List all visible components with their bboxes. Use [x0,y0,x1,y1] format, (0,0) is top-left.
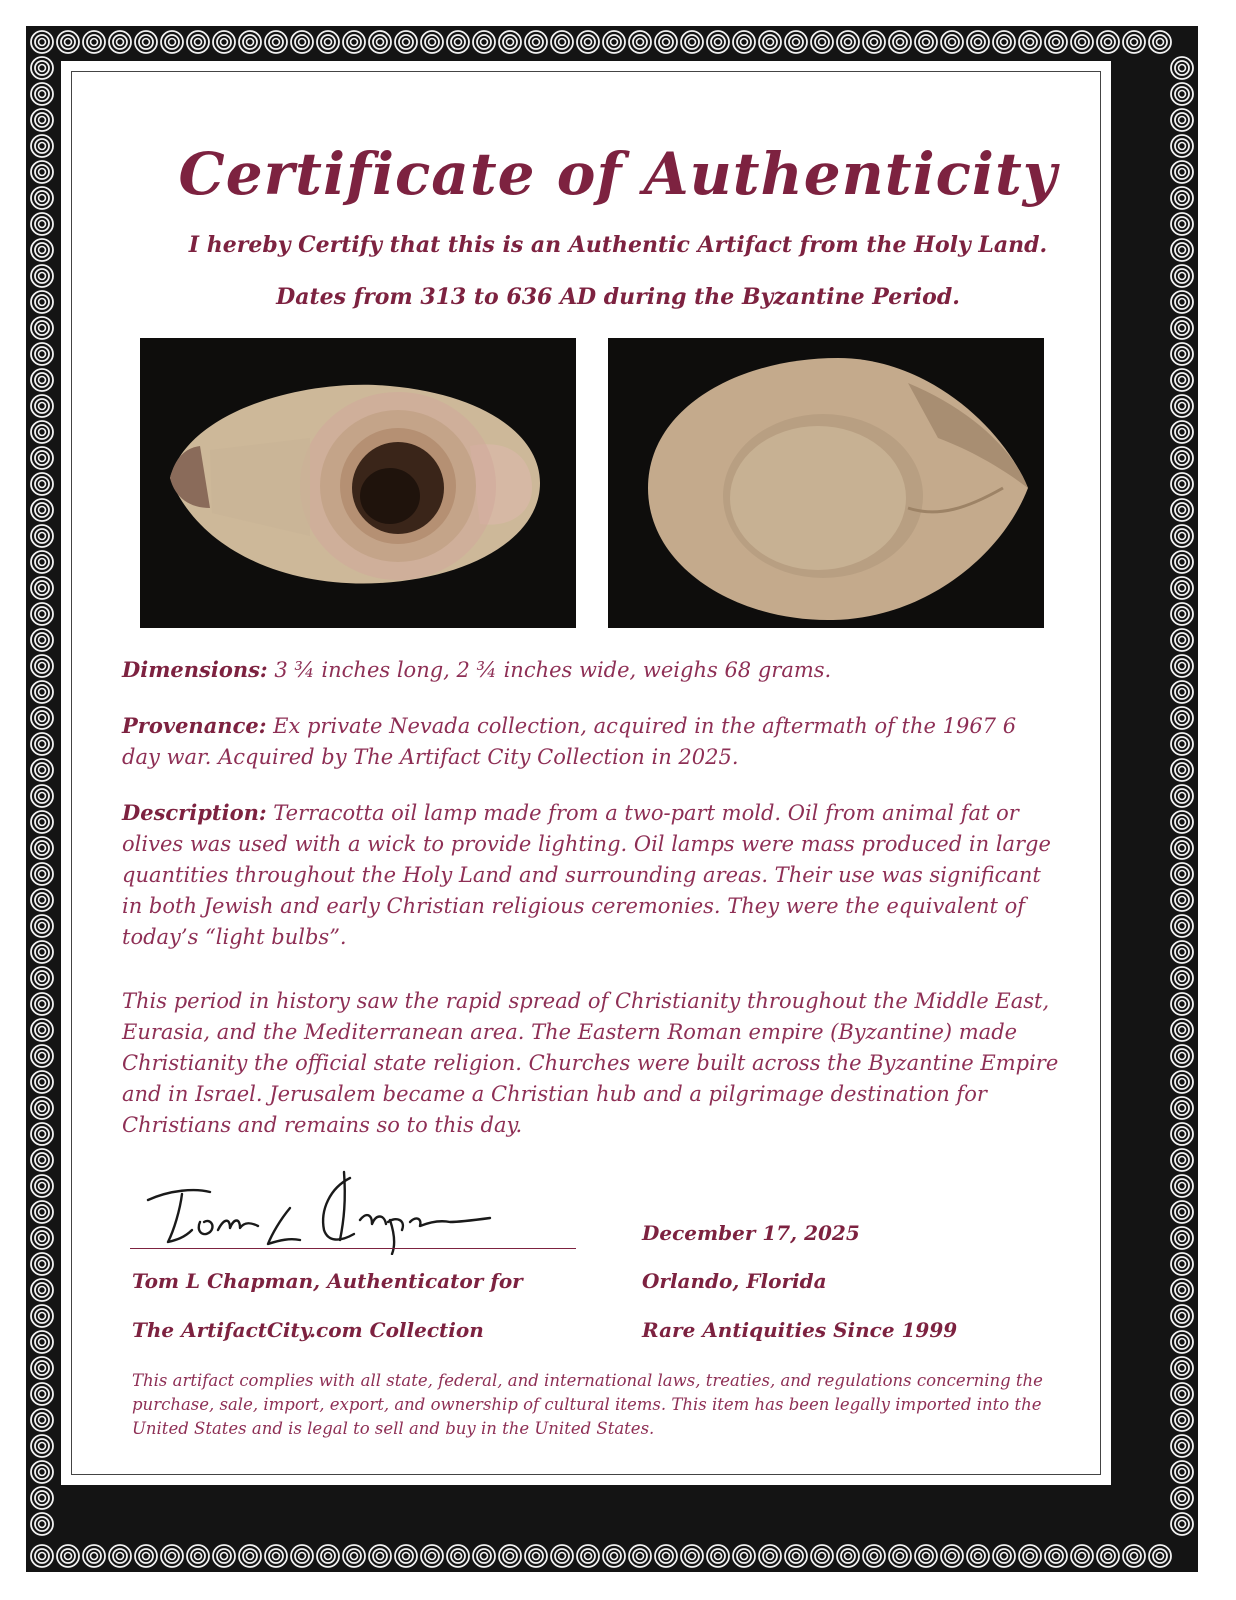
authenticator-name: Tom L Chapman, Authenticator for [132,1269,523,1293]
oil-lamp-bottom-photo [608,338,1044,628]
legal-notice: This artifact complies with all state, federal, and international laws, treaties, and regulations concerning the purchase, sale, import, export, and ownership of cultural items. This item has been legally imported into the United States and is legal to sell and buy in the United States. [132,1371,1043,1438]
dimensions-label: Dimensions: [122,657,268,682]
history-paragraph: This period in history saw the rapid spread of Christianity throughout the Middle East, Eurasia, and the Mediterranean area. The Eastern Roman empire (Byzantine) made Christianity the official state religion. Churches were built across the Byzantine Empire and in Israel. Jerusalem became a Christian hub and a pilgrimage destination for Christians and remains so to this day. [122,989,1059,1137]
dimensions-text: 3 ¾ inches long, 2 ¾ inches wide, weighs 68 grams. [267,658,832,682]
provenance-paragraph [122,710,1022,773]
certify-statement: I hereby Certify that this is an Authentic Artifact from the Holy Land. [188,232,1048,258]
provenance-text: Ex private Nevada collection, acquired in the aftermath of the 1967 6 day war. Acquired by The Artifact City Collection in 2025. [122,714,1017,769]
signature-image [140,1160,500,1255]
signature-line [130,1248,576,1249]
oil-lamp-top-icon [140,338,576,628]
description-text: Terracotta oil lamp made from a two-part mold. Oil from animal fat or olives was used with a wick to provide lighting. Oil lamps were mass produced in large quantities throughout the Holy Land and surrounding areas. Their use was significant in both Jewish and early Christian religious ceremonies. They were the equivalent of today’s “light bulbs”. [122,801,1051,949]
dates-statement: Dates from 313 to 636 AD during the Byzantine Period. [276,284,960,310]
oil-lamp-top-photo [140,338,576,628]
certificate-location: Orlando, Florida [642,1269,827,1293]
description-label: Description: [122,800,267,825]
certificate-title: Certificate of Authenticity [178,140,1058,208]
collection-name: The ArtifactCity.com Collection [132,1318,484,1342]
company-tagline: Rare Antiquities Since 1999 [642,1318,958,1342]
oil-lamp-bottom-icon [608,338,1044,628]
description-paragraph [122,797,1062,953]
certificate-date: December 17, 2025 [642,1221,860,1245]
provenance-label: Provenance: [122,713,267,738]
dimensions-paragraph [122,654,1062,686]
